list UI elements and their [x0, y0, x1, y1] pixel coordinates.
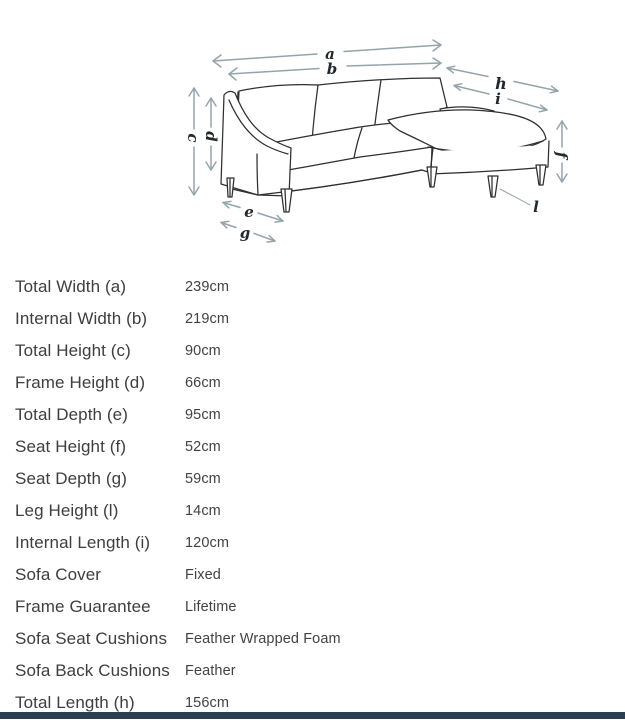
- sofa-leg: [427, 167, 437, 187]
- spec-value: 156cm: [185, 695, 230, 711]
- spec-row-internal-width-b: [15, 303, 615, 335]
- spec-row-total-height-c: [15, 335, 615, 367]
- spec-value: 14cm: [185, 503, 221, 519]
- footer-divider-bar: [0, 712, 625, 719]
- spec-label: Seat Height (f): [15, 437, 127, 456]
- spec-value: 52cm: [185, 439, 221, 455]
- spec-value: 59cm: [185, 471, 221, 487]
- dim-label-c: c: [184, 133, 202, 143]
- spec-value: 120cm: [185, 535, 230, 551]
- spec-value: 90cm: [185, 343, 221, 359]
- spec-label: Sofa Cover: [15, 565, 102, 584]
- sofa-dimensions-illustration: [0, 0, 625, 268]
- spec-label: Frame Height (d): [15, 373, 146, 392]
- spec-row-seat-depth-g: [15, 463, 615, 495]
- spec-row-internal-length-i: [15, 527, 615, 559]
- spec-row-sofa-back-cushions: [15, 655, 615, 687]
- spec-value: Feather Wrapped Foam: [185, 631, 341, 647]
- spec-row-total-depth-e: [15, 399, 615, 431]
- spec-label: Sofa Back Cushions: [15, 661, 170, 680]
- spec-label: Leg Height (l): [15, 501, 119, 520]
- dim-label-i: i: [495, 90, 501, 108]
- spec-row-total-width-a: [15, 271, 615, 303]
- dim-label-e: e: [244, 203, 254, 221]
- spec-label: Frame Guarantee: [15, 597, 151, 616]
- spec-label: Total Width (a): [15, 277, 127, 296]
- spec-value: 95cm: [185, 407, 221, 423]
- spec-value: Feather: [185, 663, 236, 679]
- spec-value: Lifetime: [185, 599, 237, 615]
- spec-row-frame-height-d: [15, 367, 615, 399]
- spec-value: 219cm: [185, 311, 230, 327]
- dim-label-l: l: [533, 198, 539, 216]
- spec-value: 239cm: [185, 279, 230, 295]
- spec-value: 66cm: [185, 375, 221, 391]
- sofa-leg: [488, 176, 498, 197]
- spec-label: Internal Width (b): [15, 309, 148, 328]
- spec-label: Sofa Seat Cushions: [15, 629, 168, 648]
- dim-label-a: a: [325, 45, 335, 63]
- spec-label: Total Height (c): [15, 341, 131, 360]
- dim-label-d: d: [202, 131, 220, 142]
- spec-value: Fixed: [185, 567, 221, 583]
- spec-row-seat-height-f: [15, 431, 615, 463]
- dim-label-b: b: [326, 60, 338, 78]
- spec-table: [15, 271, 615, 719]
- dim-leader-l: [500, 189, 530, 205]
- spec-label: Internal Length (i): [15, 533, 151, 552]
- spec-row-sofa-seat-cushions: [15, 623, 615, 655]
- dim-label-g: g: [239, 224, 251, 242]
- spec-label: Total Depth (e): [15, 405, 128, 424]
- dim-label-h: h: [495, 74, 507, 93]
- sofa-leg: [536, 165, 546, 185]
- dim-label-f: f: [552, 151, 571, 159]
- spec-row-frame-guarantee: [15, 591, 615, 623]
- spec-label: Total Length (h): [15, 693, 135, 712]
- sofa-dimensions-svg: [0, 0, 625, 268]
- spec-label: Seat Depth (g): [15, 469, 127, 488]
- spec-row-leg-height-l: [15, 495, 615, 527]
- spec-row-sofa-cover: [15, 559, 615, 591]
